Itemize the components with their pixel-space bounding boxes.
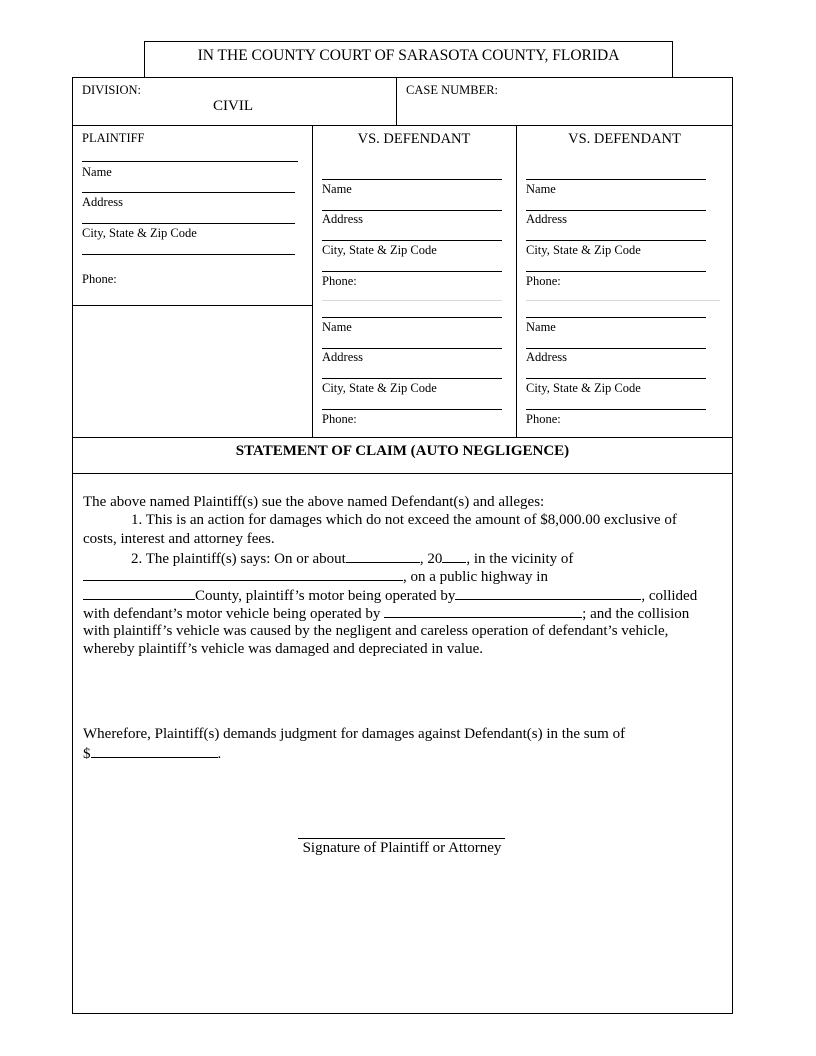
- defendant-2-address-label: Address: [526, 212, 567, 226]
- defendant-1-phone-line-2[interactable]: [322, 409, 502, 410]
- division-divider: [396, 77, 397, 125]
- defendant-2-separator: [526, 300, 720, 301]
- para2-line2: [83, 567, 548, 586]
- signature-line[interactable]: [298, 838, 505, 839]
- defendant-2-phone-line[interactable]: [526, 271, 706, 272]
- defendant-2-name-line-2[interactable]: [526, 317, 706, 318]
- defendant-1-address-label: Address: [322, 212, 363, 226]
- statement-title: STATEMENT OF CLAIM (AUTO NEGLIGENCE): [235, 443, 570, 459]
- defendant-2-phone-label-2: Phone:: [526, 412, 561, 426]
- defendant-1-address-line-2[interactable]: [322, 348, 502, 349]
- para2-text-h: ; and the collision: [582, 606, 690, 622]
- plaintiff-city-label: City, State & Zip Code: [82, 226, 197, 240]
- amount-blank[interactable]: [91, 744, 218, 758]
- court-title: IN THE COUNTY COURT OF SARASOTA COUNTY, FLORIDA: [197, 47, 620, 64]
- plaintiff-bottom-line: [72, 305, 312, 306]
- year-blank[interactable]: [442, 549, 466, 563]
- defendant-2-name-label: Name: [526, 182, 556, 196]
- defendant-1-city-line[interactable]: [322, 240, 502, 241]
- plaintiff-name-line[interactable]: [82, 161, 298, 162]
- wherefore-line1: Wherefore, Plaintiff(s) demands judgment for damages against Defendant(s) in the sum of: [83, 726, 626, 742]
- defendant-2-heading: VS. DEFENDANT: [568, 131, 681, 147]
- defendant-2-name-line[interactable]: [526, 179, 706, 180]
- division-value: CIVIL: [213, 98, 253, 114]
- defendant-1-name-line[interactable]: [322, 179, 502, 180]
- defendant-2-address-label-2: Address: [526, 350, 567, 364]
- para2-text-a: 2. The plaintiff(s) says: On or about: [131, 551, 346, 567]
- division-label: DIVISION:: [82, 83, 142, 97]
- para2-line6: whereby plaintiff’s vehicle was damaged and depreciated in value.: [83, 641, 483, 657]
- defendant-2-address-line-2[interactable]: [526, 348, 706, 349]
- plaintiff-city-line[interactable]: [82, 223, 295, 224]
- plaintiff-phone-line[interactable]: [82, 254, 295, 255]
- plaintiff-phone-label: Phone:: [82, 272, 117, 286]
- para2-text-d: , on a public highway in: [403, 569, 548, 585]
- defendant-1-name-label: Name: [322, 182, 352, 196]
- vicinity-blank[interactable]: [83, 567, 403, 581]
- defendant-1-address-label-2: Address: [322, 350, 363, 364]
- defendant-2-city-line[interactable]: [526, 240, 706, 241]
- signature-label: Signature of Plaintiff or Attorney: [302, 840, 502, 856]
- para2-line1: [131, 549, 573, 568]
- statement-intro: The above named Plaintiff(s) sue the above named Defendant(s) and alleges:: [83, 494, 545, 510]
- para2-text-g: with defendant’s motor vehicle being operated by: [83, 606, 381, 622]
- defendant-2-name-label-2: Name: [526, 320, 556, 334]
- defendant-1-heading: VS. DEFENDANT: [357, 131, 471, 147]
- plaintiff-address-label: Address: [82, 195, 123, 209]
- county-blank[interactable]: [83, 586, 195, 600]
- date-blank[interactable]: [346, 549, 420, 563]
- defendant-2-city-label-2: City, State & Zip Code: [526, 381, 641, 395]
- para2-line4: [83, 604, 689, 623]
- para2-text-e: County, plaintiff’s motor being operated by: [195, 588, 456, 604]
- defendant-2-phone-label: Phone:: [526, 274, 561, 288]
- defendant-2-city-line-2[interactable]: [526, 378, 706, 379]
- case-number-label: CASE NUMBER:: [406, 83, 499, 97]
- case-number-field[interactable]: [510, 82, 725, 120]
- defendant-1-city-label: City, State & Zip Code: [322, 243, 437, 257]
- plaintiff-address-line[interactable]: [82, 192, 295, 193]
- defendant-1-separator: [322, 300, 502, 301]
- para1-line2: costs, interest and attorney fees.: [83, 531, 275, 547]
- plaintiff-heading: PLAINTIFF: [82, 131, 145, 145]
- defendant-1-phone-label-2: Phone:: [322, 412, 357, 426]
- para2-text-c: , in the vicinity of: [466, 551, 574, 567]
- para2-line5: with plaintiff’s vehicle was caused by the negligent and careless operation of defendant’s vehicle,: [83, 623, 669, 639]
- defendant-1-phone-line[interactable]: [322, 271, 502, 272]
- para2-text-f: , collided: [641, 588, 698, 604]
- para1-line1: 1. This is an action for damages which do not exceed the amount of $8,000.00 exclusive of: [131, 512, 677, 528]
- defendant-1-name-line-2[interactable]: [322, 317, 502, 318]
- defendant-2-phone-line-2[interactable]: [526, 409, 706, 410]
- wherefore-period: .: [217, 746, 222, 762]
- defendant-1-phone-label: Phone:: [322, 274, 357, 288]
- plaintiff-name-label: Name: [82, 165, 112, 179]
- defendant-2-city-label: City, State & Zip Code: [526, 243, 641, 257]
- plaintiff-operator-blank[interactable]: [455, 586, 641, 600]
- dollar-sign: $: [83, 746, 91, 762]
- wherefore-line2: [83, 744, 221, 763]
- defendant-1-address-line[interactable]: [322, 210, 502, 211]
- para2-line3: [83, 586, 697, 605]
- defendant-divider: [516, 125, 517, 437]
- row-divider-1: [72, 125, 733, 126]
- para2-text-b: , 20: [419, 551, 443, 567]
- plaintiff-divider: [312, 125, 313, 437]
- defendant-1-name-label-2: Name: [322, 320, 352, 334]
- defendant-2-address-line[interactable]: [526, 210, 706, 211]
- row-divider-3: [72, 473, 733, 474]
- defendant-1-city-label-2: City, State & Zip Code: [322, 381, 437, 395]
- defendant-operator-blank[interactable]: [384, 604, 582, 618]
- defendant-1-city-line-2[interactable]: [322, 378, 502, 379]
- row-divider-2: [72, 437, 733, 438]
